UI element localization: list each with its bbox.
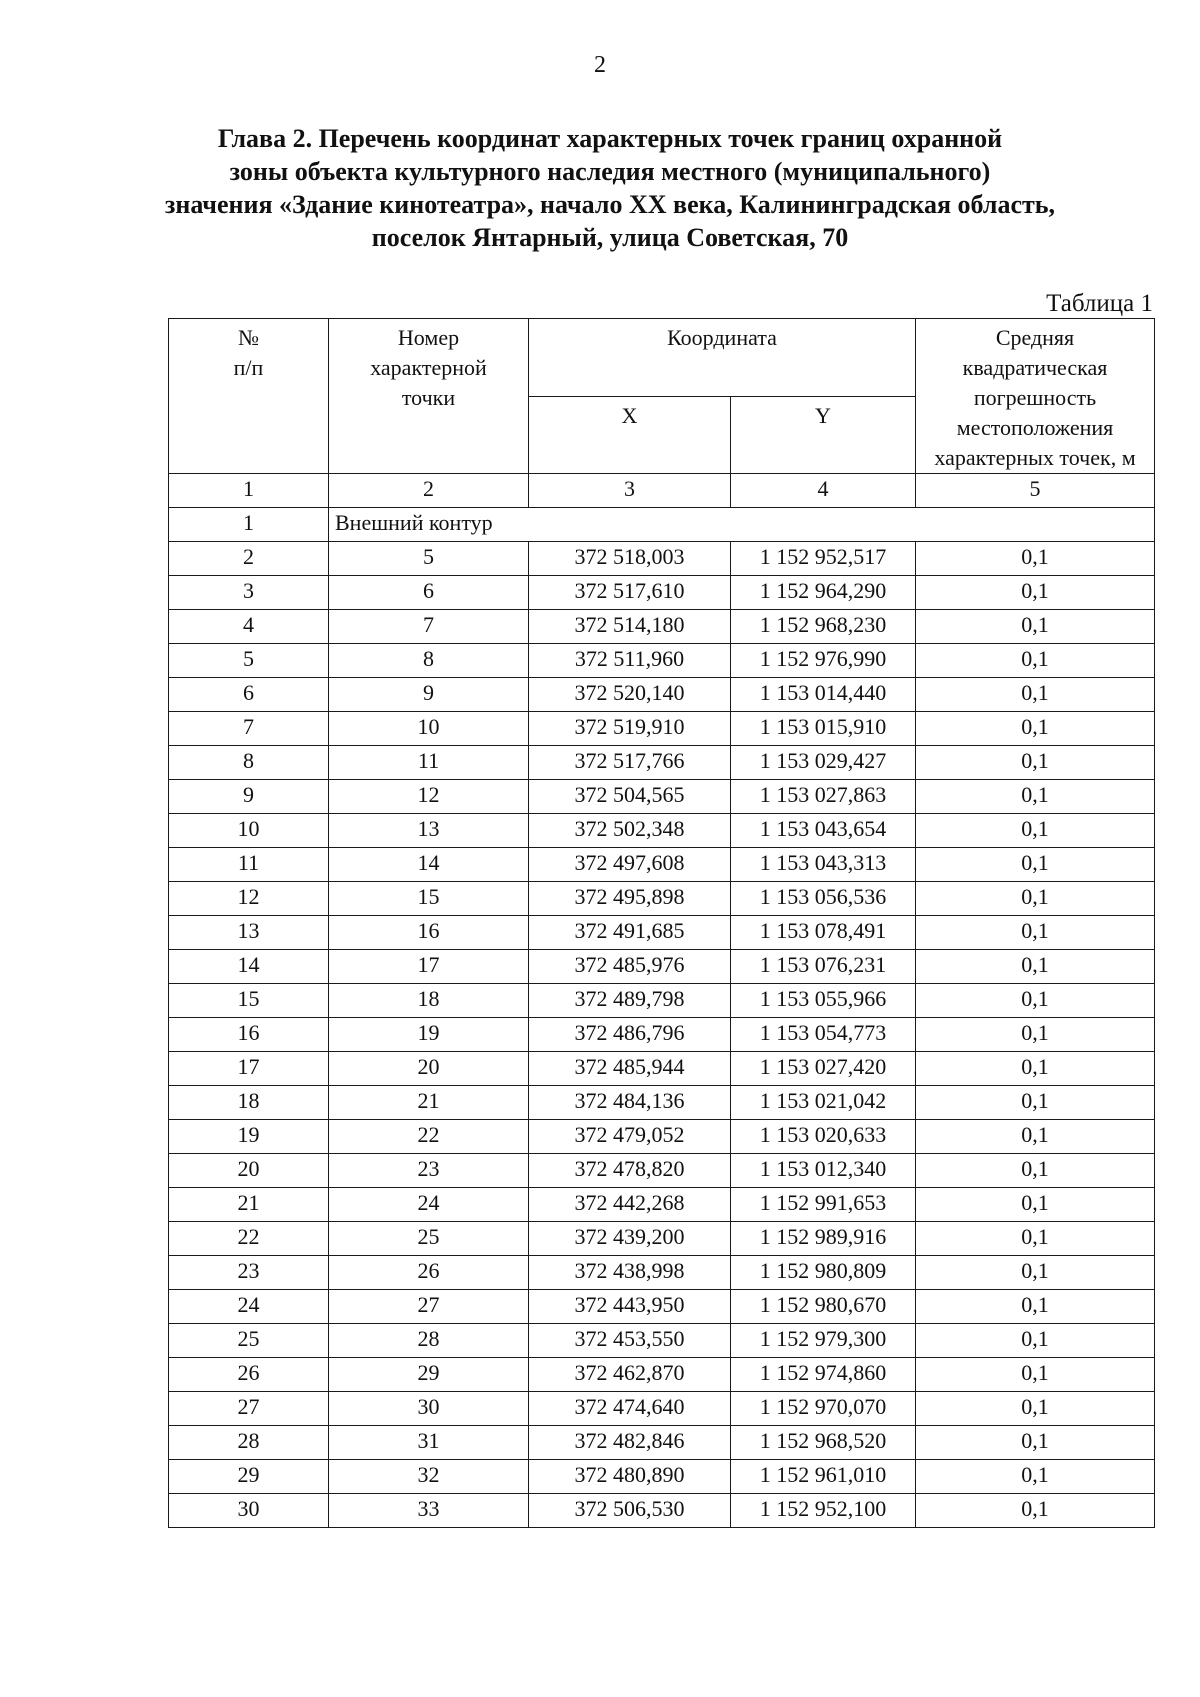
table-row xyxy=(169,916,1155,950)
position-error: 0,1 xyxy=(916,712,1155,746)
row-number: 17 xyxy=(169,1052,329,1086)
point-number: 30 xyxy=(329,1392,529,1426)
position-error: 0,1 xyxy=(916,644,1155,678)
coordinate-x: 372 517,766 xyxy=(529,746,731,780)
coordinate-y: 1 153 078,491 xyxy=(731,916,916,950)
row-number: 7 xyxy=(169,712,329,746)
coordinate-y: 1 153 056,536 xyxy=(731,882,916,916)
column-number: 3 xyxy=(529,474,731,508)
row-number: 10 xyxy=(169,814,329,848)
position-error: 0,1 xyxy=(916,814,1155,848)
position-error: 0,1 xyxy=(916,848,1155,882)
coordinate-x: 372 453,550 xyxy=(529,1324,731,1358)
row-number: 6 xyxy=(169,678,329,712)
coordinate-y: 1 152 952,100 xyxy=(731,1494,916,1528)
table-row xyxy=(169,882,1155,916)
coordinate-y: 1 152 979,300 xyxy=(731,1324,916,1358)
coordinate-y: 1 153 055,966 xyxy=(731,984,916,1018)
coordinate-y: 1 152 991,653 xyxy=(731,1188,916,1222)
column-number: 1 xyxy=(169,474,329,508)
coordinate-x: 372 474,640 xyxy=(529,1392,731,1426)
row-number: 11 xyxy=(169,848,329,882)
position-error: 0,1 xyxy=(916,950,1155,984)
row-number: 5 xyxy=(169,644,329,678)
table-row xyxy=(169,576,1155,610)
row-number: 15 xyxy=(169,984,329,1018)
column-number: 4 xyxy=(731,474,916,508)
point-number: 15 xyxy=(329,882,529,916)
table-row xyxy=(169,1426,1155,1460)
coordinate-x: 372 480,890 xyxy=(529,1460,731,1494)
point-number: 26 xyxy=(329,1256,529,1290)
coordinate-x: 372 484,136 xyxy=(529,1086,731,1120)
position-error: 0,1 xyxy=(916,1086,1155,1120)
coordinate-y: 1 152 952,517 xyxy=(731,542,916,576)
row-number: 16 xyxy=(169,1018,329,1052)
coordinate-x: 372 443,950 xyxy=(529,1290,731,1324)
point-number: 25 xyxy=(329,1222,529,1256)
row-number: 28 xyxy=(169,1426,329,1460)
table-row xyxy=(169,1154,1155,1188)
header-coordinate: Координата xyxy=(529,319,916,397)
coordinate-x: 372 514,180 xyxy=(529,610,731,644)
point-number: 22 xyxy=(329,1120,529,1154)
table-row xyxy=(169,678,1155,712)
position-error: 0,1 xyxy=(916,984,1155,1018)
coordinate-y: 1 153 027,420 xyxy=(731,1052,916,1086)
point-number: 13 xyxy=(329,814,529,848)
header-x: X xyxy=(529,396,731,474)
coordinate-x: 372 479,052 xyxy=(529,1120,731,1154)
coordinate-x: 372 504,565 xyxy=(529,780,731,814)
coordinate-y: 1 153 043,313 xyxy=(731,848,916,882)
coordinate-y: 1 153 021,042 xyxy=(731,1086,916,1120)
coordinate-x: 372 489,798 xyxy=(529,984,731,1018)
table-row xyxy=(169,1290,1155,1324)
table-row xyxy=(169,542,1155,576)
point-number: 7 xyxy=(329,610,529,644)
table-row xyxy=(169,780,1155,814)
row-number: 29 xyxy=(169,1460,329,1494)
table-row xyxy=(169,712,1155,746)
coordinate-y: 1 152 974,860 xyxy=(731,1358,916,1392)
position-error: 0,1 xyxy=(916,1052,1155,1086)
coordinate-y: 1 153 054,773 xyxy=(731,1018,916,1052)
coordinate-x: 372 482,846 xyxy=(529,1426,731,1460)
row-number: 20 xyxy=(169,1154,329,1188)
coordinate-x: 372 485,976 xyxy=(529,950,731,984)
position-error: 0,1 xyxy=(916,1222,1155,1256)
coordinate-y: 1 153 076,231 xyxy=(731,950,916,984)
point-number: 29 xyxy=(329,1358,529,1392)
coordinate-y: 1 152 980,670 xyxy=(731,1290,916,1324)
row-number: 30 xyxy=(169,1494,329,1528)
coordinate-x: 372 506,530 xyxy=(529,1494,731,1528)
row-number: 26 xyxy=(169,1358,329,1392)
coordinate-y: 1 152 976,990 xyxy=(731,644,916,678)
position-error: 0,1 xyxy=(916,678,1155,712)
section-label: Внешний контур xyxy=(329,508,1155,542)
row-number: 21 xyxy=(169,1188,329,1222)
coordinate-x: 372 502,348 xyxy=(529,814,731,848)
point-number: 20 xyxy=(329,1052,529,1086)
row-number: 14 xyxy=(169,950,329,984)
coordinate-y: 1 153 012,340 xyxy=(731,1154,916,1188)
header-point-number: Номер характерной точки xyxy=(329,319,529,474)
table-row xyxy=(169,1460,1155,1494)
coordinate-x: 372 517,610 xyxy=(529,576,731,610)
table-row xyxy=(169,1392,1155,1426)
coordinate-x: 372 486,796 xyxy=(529,1018,731,1052)
point-number: 24 xyxy=(329,1188,529,1222)
position-error: 0,1 xyxy=(916,610,1155,644)
point-number: 11 xyxy=(329,746,529,780)
heading-line: Глава 2. Перечень координат характерных точек границ охранной xyxy=(217,124,1003,153)
table-header-row xyxy=(169,319,1155,397)
point-number: 31 xyxy=(329,1426,529,1460)
position-error: 0,1 xyxy=(916,576,1155,610)
row-number: 24 xyxy=(169,1290,329,1324)
coordinate-x: 372 485,944 xyxy=(529,1052,731,1086)
position-error: 0,1 xyxy=(916,1460,1155,1494)
header-row-number: № п/п xyxy=(169,319,329,474)
point-number: 19 xyxy=(329,1018,529,1052)
row-number: 3 xyxy=(169,576,329,610)
header-error: Средняя квадратическая погрешность местоположения характерных точек, м xyxy=(916,319,1155,474)
coordinate-x: 372 520,140 xyxy=(529,678,731,712)
coordinate-y: 1 152 964,290 xyxy=(731,576,916,610)
point-number: 32 xyxy=(329,1460,529,1494)
point-number: 5 xyxy=(329,542,529,576)
position-error: 0,1 xyxy=(916,1324,1155,1358)
table-row xyxy=(169,610,1155,644)
table-row xyxy=(169,1324,1155,1358)
coordinate-y: 1 152 968,520 xyxy=(731,1426,916,1460)
section-row xyxy=(169,508,1155,542)
table-row xyxy=(169,984,1155,1018)
row-number: 8 xyxy=(169,746,329,780)
heading-line: поселок Янтарный, улица Советская, 70 xyxy=(371,223,849,252)
position-error: 0,1 xyxy=(916,1392,1155,1426)
coordinate-y: 1 153 015,910 xyxy=(731,712,916,746)
coordinate-x: 372 511,960 xyxy=(529,644,731,678)
coordinate-y: 1 153 014,440 xyxy=(731,678,916,712)
row-number: 12 xyxy=(169,882,329,916)
row-number: 19 xyxy=(169,1120,329,1154)
position-error: 0,1 xyxy=(916,1358,1155,1392)
point-number: 18 xyxy=(329,984,529,1018)
position-error: 0,1 xyxy=(916,746,1155,780)
table-row xyxy=(169,1018,1155,1052)
table-row xyxy=(169,950,1155,984)
table-row xyxy=(169,1086,1155,1120)
coordinate-y: 1 152 970,070 xyxy=(731,1392,916,1426)
table-row xyxy=(169,1188,1155,1222)
point-number: 6 xyxy=(329,576,529,610)
heading-line: зоны объекта культурного наследия местного (муниципального) xyxy=(229,157,991,186)
header-y: Y xyxy=(731,396,916,474)
position-error: 0,1 xyxy=(916,1426,1155,1460)
row-number: 18 xyxy=(169,1086,329,1120)
coordinate-x: 372 442,268 xyxy=(529,1188,731,1222)
point-number: 17 xyxy=(329,950,529,984)
coordinate-y: 1 153 043,654 xyxy=(731,814,916,848)
position-error: 0,1 xyxy=(916,1154,1155,1188)
table-label: Таблица 1 xyxy=(1046,290,1153,317)
position-error: 0,1 xyxy=(916,1290,1155,1324)
coordinate-x: 372 495,898 xyxy=(529,882,731,916)
column-numbers-row xyxy=(169,474,1155,508)
point-number: 23 xyxy=(329,1154,529,1188)
table-row xyxy=(169,814,1155,848)
point-number: 28 xyxy=(329,1324,529,1358)
point-number: 14 xyxy=(329,848,529,882)
heading-line: значения «Здание кинотеатра», начало XX века, Калининградская область, xyxy=(164,190,1056,219)
position-error: 0,1 xyxy=(916,1120,1155,1154)
coordinates-table xyxy=(168,318,1155,1528)
point-number: 9 xyxy=(329,678,529,712)
coordinate-y: 1 152 968,230 xyxy=(731,610,916,644)
coordinate-y: 1 152 989,916 xyxy=(731,1222,916,1256)
table-row xyxy=(169,644,1155,678)
document-heading xyxy=(150,122,1070,254)
position-error: 0,1 xyxy=(916,1188,1155,1222)
coordinate-x: 372 438,998 xyxy=(529,1256,731,1290)
column-number: 2 xyxy=(329,474,529,508)
page-number: 2 xyxy=(594,52,606,78)
coordinate-y: 1 152 980,809 xyxy=(731,1256,916,1290)
table-row xyxy=(169,1358,1155,1392)
point-number: 12 xyxy=(329,780,529,814)
coordinate-y: 1 152 961,010 xyxy=(731,1460,916,1494)
row-number: 4 xyxy=(169,610,329,644)
coordinate-x: 372 497,608 xyxy=(529,848,731,882)
point-number: 21 xyxy=(329,1086,529,1120)
row-number: 25 xyxy=(169,1324,329,1358)
table-row xyxy=(169,848,1155,882)
position-error: 0,1 xyxy=(916,1256,1155,1290)
position-error: 0,1 xyxy=(916,1018,1155,1052)
point-number: 8 xyxy=(329,644,529,678)
position-error: 0,1 xyxy=(916,916,1155,950)
coordinate-x: 372 518,003 xyxy=(529,542,731,576)
row-number: 2 xyxy=(169,542,329,576)
table-row xyxy=(169,1494,1155,1528)
row-number: 13 xyxy=(169,916,329,950)
coordinate-x: 372 478,820 xyxy=(529,1154,731,1188)
coordinate-x: 372 439,200 xyxy=(529,1222,731,1256)
point-number: 10 xyxy=(329,712,529,746)
point-number: 16 xyxy=(329,916,529,950)
row-number: 27 xyxy=(169,1392,329,1426)
position-error: 0,1 xyxy=(916,542,1155,576)
coordinate-x: 372 462,870 xyxy=(529,1358,731,1392)
point-number: 33 xyxy=(329,1494,529,1528)
coordinate-x: 372 519,910 xyxy=(529,712,731,746)
table-row xyxy=(169,746,1155,780)
position-error: 0,1 xyxy=(916,882,1155,916)
coordinate-y: 1 153 027,863 xyxy=(731,780,916,814)
table-row xyxy=(169,1120,1155,1154)
coordinate-y: 1 153 020,633 xyxy=(731,1120,916,1154)
table-row xyxy=(169,1222,1155,1256)
row-number: 9 xyxy=(169,780,329,814)
table-row xyxy=(169,1052,1155,1086)
section-number: 1 xyxy=(169,508,329,542)
point-number: 27 xyxy=(329,1290,529,1324)
row-number: 23 xyxy=(169,1256,329,1290)
position-error: 0,1 xyxy=(916,780,1155,814)
table-row xyxy=(169,1256,1155,1290)
row-number: 22 xyxy=(169,1222,329,1256)
coordinate-x: 372 491,685 xyxy=(529,916,731,950)
column-number: 5 xyxy=(916,474,1155,508)
coordinate-y: 1 153 029,427 xyxy=(731,746,916,780)
position-error: 0,1 xyxy=(916,1494,1155,1528)
